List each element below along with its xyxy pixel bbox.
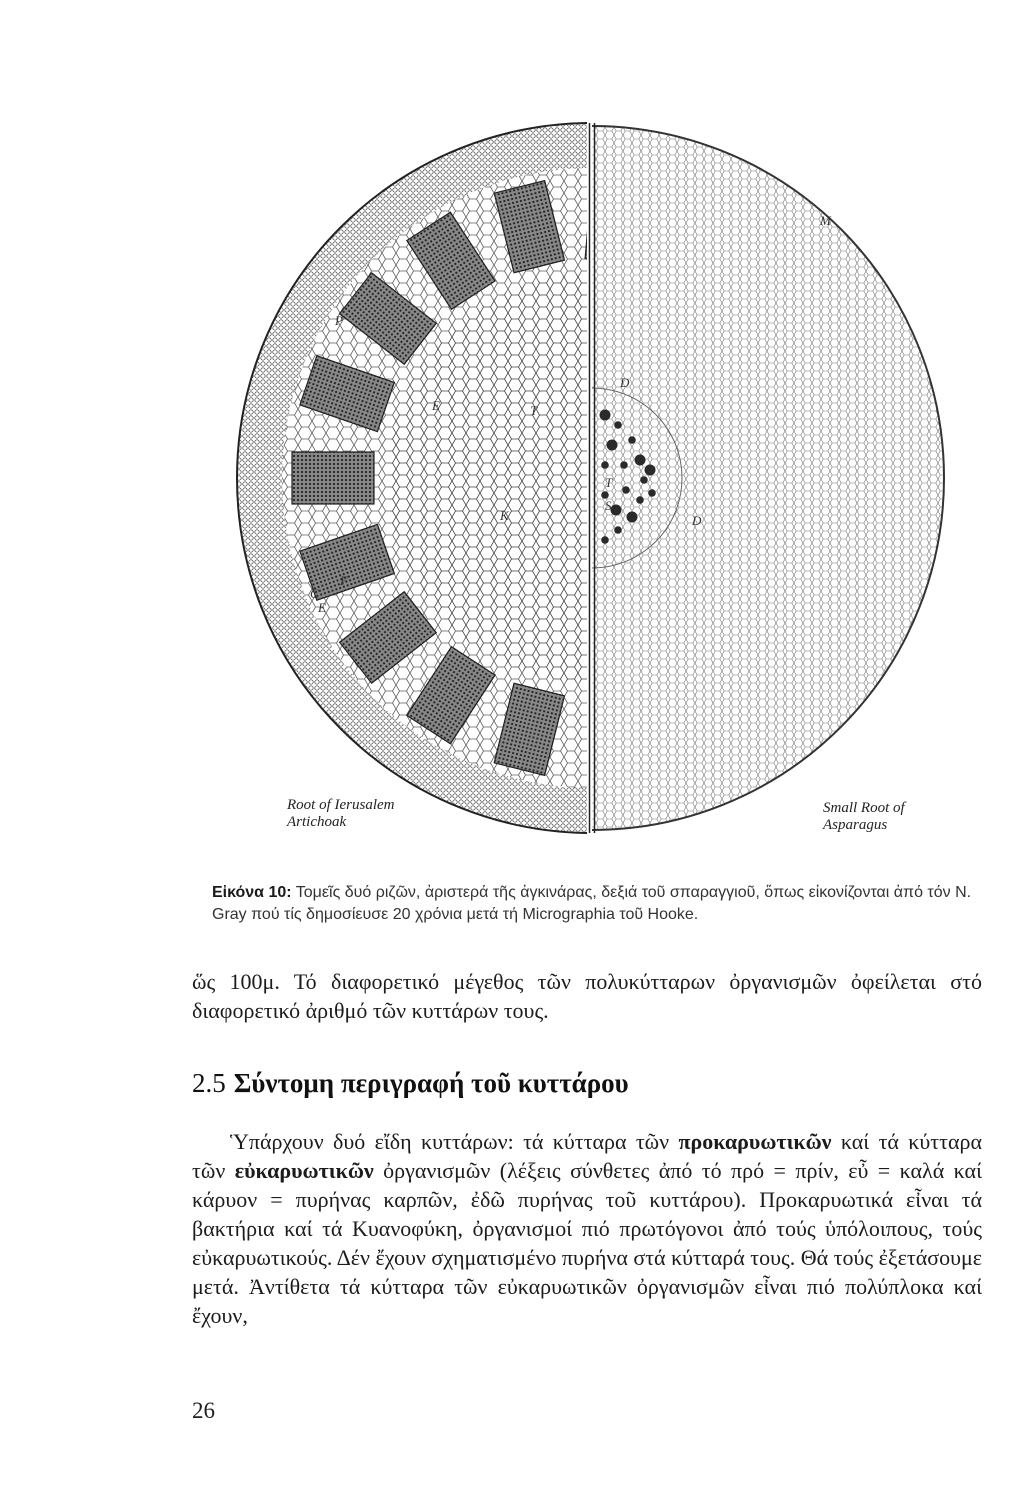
letter-p: P: [335, 313, 343, 328]
root-cross-section-figure: [200, 115, 960, 850]
letter-m: M: [820, 213, 831, 228]
xylem-vessel: [640, 476, 648, 484]
right-figure-label: Small Root of Asparagus: [823, 800, 905, 833]
letter-f: F: [340, 573, 348, 588]
vascular-bundle: [292, 452, 374, 504]
caption-text: Τομεῖς δυό ριζῶν, ἀριστερά τῆς ἀγκινάρας, δεξιά τοῦ σπαραγγιοῦ, ὅπως εἰκονίζονται ἀπό τόν N. Gray πού τίς δημοσίευσε 20 χρόνια μετά τή Micrographia τοῦ Hooke.: [212, 884, 972, 923]
term-prokaryotic: προκαρυωτικῶν: [678, 1129, 832, 1154]
letter-d: D: [620, 375, 630, 390]
xylem-vessel: [636, 496, 644, 504]
letter-s: S: [605, 498, 612, 513]
xylem-vessel: [648, 489, 656, 497]
letter-k: K: [500, 508, 509, 523]
left-figure-label: Root of Ierusalem Artichoak: [287, 797, 395, 830]
page-number: 26: [192, 1398, 215, 1423]
xylem-vessel: [635, 455, 646, 466]
letter-d2: D: [692, 513, 702, 528]
section-title: Σύντομη περιγραφή τοῦ κυττάρου: [233, 1068, 629, 1098]
caption-label: Εἰκόνα 10:: [212, 884, 292, 901]
xylem-vessel: [614, 421, 622, 429]
xylem-vessel: [607, 440, 618, 451]
xylem-vessel: [628, 436, 636, 444]
letter-c: C: [310, 586, 319, 601]
xylem-vessel: [645, 465, 656, 476]
figure-caption: [212, 882, 992, 926]
xylem-vessel: [614, 526, 622, 534]
letter-e: E: [432, 398, 440, 413]
paragraph-continued: ὥς 100μ. Τό διαφορετικό μέγεθος τῶν πολυκύτταρων ὀργανισμῶν ὀφείλεται στό διαφορετικό ἀριθμό τῶν κυττάρων τους.: [192, 969, 982, 1023]
xylem-vessel: [600, 410, 611, 421]
section-heading: [192, 1068, 629, 1099]
section-number: 2.5: [192, 1068, 226, 1098]
paragraph-cell-types: Ὑπάρχουν δυό εἴδη κυττάρων: τά κύτταρα τῶν προκαρυωτικῶν καί τά κύτταρα τῶν εὐκαρυωτικῶν ὀργανισμῶν (λέξεις σύνθετες ἀπό τό πρό = πρίν, εὖ = καλά καί κάρυον = πυρήνας καρπῶν, ἐδῶ πυρήνας τοῦ κυττάρου). Προκαρυωτικά εἶναι τά βακτήρια καί τά Κυανοφύκη, ὀργανισμοί πιό πρωτόγονοι ἀπό τούς ὑπόλοιπους, τούς εὐκαρυωτικούς. Δέν ἔχουν σχηματισμένο πυρήνα στά κύτταρά τους. Θά τούς ἐξετάσουμε μετά. Ἀντίθετα τά κύτταρα τῶν εὐκαρυωτικῶν ὀργανισμῶν εἶναι πιό πολύπλοκα καί ἔχουν,: [192, 1129, 983, 1328]
xylem-vessel: [620, 461, 628, 469]
xylem-vessel: [601, 461, 609, 469]
letter-t2: T: [605, 475, 613, 490]
letter-e2: E: [318, 600, 326, 615]
xylem-vessel: [622, 486, 630, 494]
xylem-vessel: [611, 505, 622, 516]
xylem-vessel: [627, 512, 638, 523]
letter-t: T: [530, 403, 538, 418]
term-eukaryotic: εὐκαρυωτικῶν: [234, 1158, 374, 1183]
xylem-vessel: [601, 536, 609, 544]
